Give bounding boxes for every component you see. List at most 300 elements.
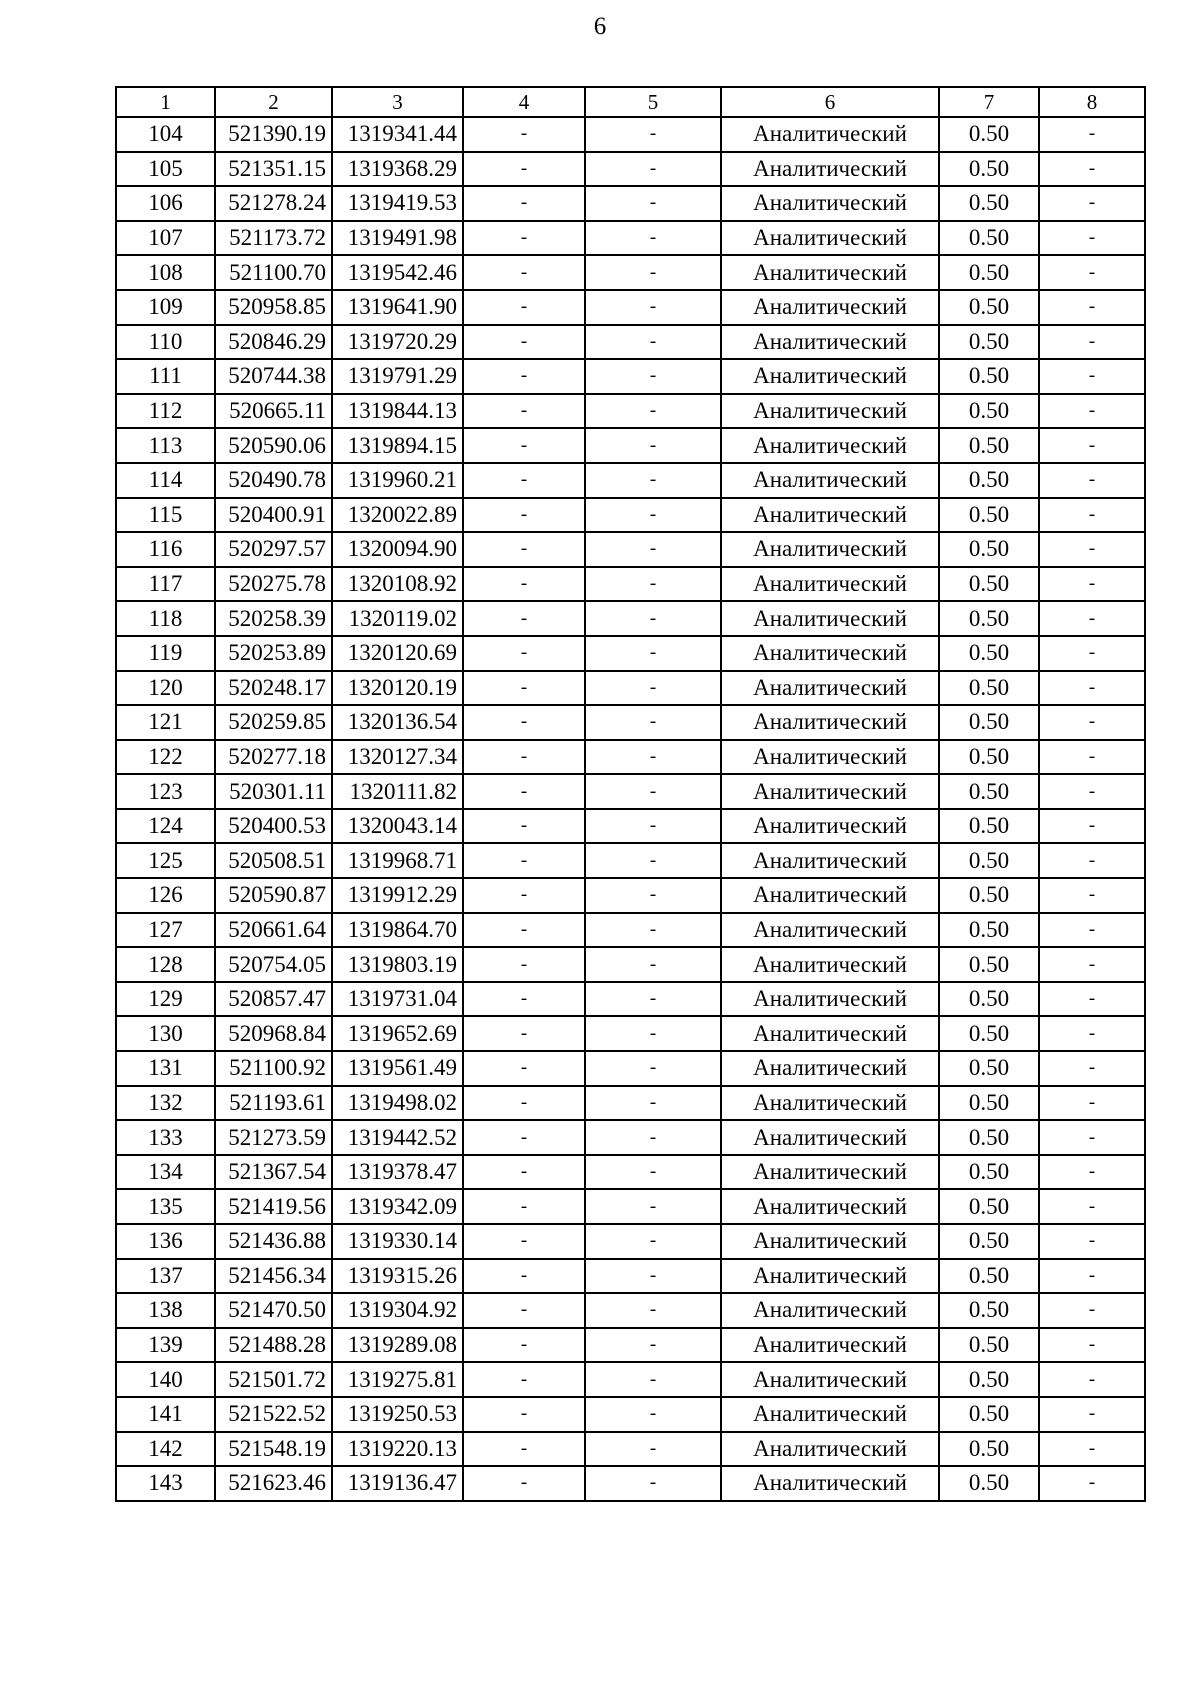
col4-cell: - (463, 913, 585, 948)
method-cell: Аналитический (721, 671, 939, 706)
accuracy-cell: 0.50 (939, 1016, 1039, 1051)
col4-cell: - (463, 359, 585, 394)
y-coordinate-cell: 1319791.29 (332, 359, 463, 394)
col5-cell: - (585, 1259, 721, 1294)
col5-cell: - (585, 1016, 721, 1051)
y-coordinate-cell: 1319315.26 (332, 1259, 463, 1294)
col5-cell: - (585, 1120, 721, 1155)
col4-cell: - (463, 255, 585, 290)
method-cell: Аналитический (721, 1328, 939, 1363)
table-header-row (116, 87, 1145, 117)
col8-cell: - (1039, 671, 1145, 706)
table-row (116, 1328, 1145, 1363)
col5-cell: - (585, 947, 721, 982)
page-number: 6 (593, 13, 607, 40)
method-cell: Аналитический (721, 463, 939, 498)
y-coordinate-cell: 1319378.47 (332, 1155, 463, 1190)
col8-cell: - (1039, 325, 1145, 360)
table-row (116, 1189, 1145, 1224)
col5-cell: - (585, 1224, 721, 1259)
table-row (116, 1016, 1145, 1051)
col4-cell: - (463, 567, 585, 602)
method-cell: Аналитический (721, 774, 939, 809)
col5-cell: - (585, 152, 721, 187)
col5-cell: - (585, 740, 721, 775)
col8-cell: - (1039, 878, 1145, 913)
x-coordinate-cell: 520301.11 (215, 774, 332, 809)
y-coordinate-cell: 1319912.29 (332, 878, 463, 913)
x-coordinate-cell: 521488.28 (215, 1328, 332, 1363)
x-coordinate-cell: 521501.72 (215, 1362, 332, 1397)
x-coordinate-cell: 521367.54 (215, 1155, 332, 1190)
x-coordinate-cell: 520754.05 (215, 947, 332, 982)
method-cell: Аналитический (721, 567, 939, 602)
point-number-cell: 109 (116, 290, 215, 325)
method-cell: Аналитический (721, 636, 939, 671)
x-coordinate-cell: 520259.85 (215, 705, 332, 740)
accuracy-cell: 0.50 (939, 532, 1039, 567)
col5-cell: - (585, 463, 721, 498)
y-coordinate-cell: 1320136.54 (332, 705, 463, 740)
table-row (116, 1432, 1145, 1467)
method-cell: Аналитический (721, 1086, 939, 1121)
point-number-cell: 130 (116, 1016, 215, 1051)
table-row (116, 740, 1145, 775)
point-number-cell: 126 (116, 878, 215, 913)
accuracy-cell: 0.50 (939, 359, 1039, 394)
y-coordinate-cell: 1319220.13 (332, 1432, 463, 1467)
method-cell: Аналитический (721, 255, 939, 290)
x-coordinate-cell: 520277.18 (215, 740, 332, 775)
y-coordinate-cell: 1319342.09 (332, 1189, 463, 1224)
col8-cell: - (1039, 1120, 1145, 1155)
y-coordinate-cell: 1320127.34 (332, 740, 463, 775)
col8-cell: - (1039, 498, 1145, 533)
x-coordinate-cell: 521278.24 (215, 186, 332, 221)
coordinates-table (115, 86, 1146, 1502)
accuracy-cell: 0.50 (939, 913, 1039, 948)
table-row (116, 671, 1145, 706)
column-header: 2 (215, 87, 332, 117)
col5-cell: - (585, 498, 721, 533)
table-row (116, 498, 1145, 533)
column-header: 7 (939, 87, 1039, 117)
point-number-cell: 142 (116, 1432, 215, 1467)
col4-cell: - (463, 1397, 585, 1432)
col4-cell: - (463, 809, 585, 844)
accuracy-cell: 0.50 (939, 1362, 1039, 1397)
x-coordinate-cell: 521456.34 (215, 1259, 332, 1294)
y-coordinate-cell: 1319641.90 (332, 290, 463, 325)
point-number-cell: 121 (116, 705, 215, 740)
col5-cell: - (585, 601, 721, 636)
table-row (116, 809, 1145, 844)
method-cell: Аналитический (721, 1397, 939, 1432)
y-coordinate-cell: 1320022.89 (332, 498, 463, 533)
x-coordinate-cell: 520846.29 (215, 325, 332, 360)
accuracy-cell: 0.50 (939, 117, 1039, 152)
table-row (116, 117, 1145, 152)
y-coordinate-cell: 1319731.04 (332, 982, 463, 1017)
point-number-cell: 104 (116, 117, 215, 152)
method-cell: Аналитический (721, 1189, 939, 1224)
point-number-cell: 113 (116, 428, 215, 463)
col8-cell: - (1039, 463, 1145, 498)
col4-cell: - (463, 740, 585, 775)
y-coordinate-cell: 1319250.53 (332, 1397, 463, 1432)
method-cell: Аналитический (721, 913, 939, 948)
point-number-cell: 128 (116, 947, 215, 982)
method-cell: Аналитический (721, 1155, 939, 1190)
y-coordinate-cell: 1320119.02 (332, 601, 463, 636)
col8-cell: - (1039, 1259, 1145, 1294)
point-number-cell: 105 (116, 152, 215, 187)
col4-cell: - (463, 221, 585, 256)
table-row (116, 636, 1145, 671)
x-coordinate-cell: 520968.84 (215, 1016, 332, 1051)
x-coordinate-cell: 520258.39 (215, 601, 332, 636)
y-coordinate-cell: 1319289.08 (332, 1328, 463, 1363)
col4-cell: - (463, 843, 585, 878)
accuracy-cell: 0.50 (939, 1051, 1039, 1086)
y-coordinate-cell: 1319803.19 (332, 947, 463, 982)
col5-cell: - (585, 325, 721, 360)
col8-cell: - (1039, 1051, 1145, 1086)
method-cell: Аналитический (721, 1051, 939, 1086)
table-row (116, 947, 1145, 982)
column-header: 1 (116, 87, 215, 117)
accuracy-cell: 0.50 (939, 1120, 1039, 1155)
method-cell: Аналитический (721, 152, 939, 187)
y-coordinate-cell: 1319864.70 (332, 913, 463, 948)
col5-cell: - (585, 774, 721, 809)
accuracy-cell: 0.50 (939, 186, 1039, 221)
point-number-cell: 139 (116, 1328, 215, 1363)
table-row (116, 1155, 1145, 1190)
x-coordinate-cell: 521100.92 (215, 1051, 332, 1086)
y-coordinate-cell: 1320043.14 (332, 809, 463, 844)
col4-cell: - (463, 636, 585, 671)
table-row (116, 843, 1145, 878)
accuracy-cell: 0.50 (939, 1397, 1039, 1432)
col8-cell: - (1039, 290, 1145, 325)
column-header: 4 (463, 87, 585, 117)
x-coordinate-cell: 521419.56 (215, 1189, 332, 1224)
col4-cell: - (463, 774, 585, 809)
point-number-cell: 116 (116, 532, 215, 567)
col4-cell: - (463, 1466, 585, 1501)
x-coordinate-cell: 521470.50 (215, 1293, 332, 1328)
method-cell: Аналитический (721, 740, 939, 775)
method-cell: Аналитический (721, 1362, 939, 1397)
col8-cell: - (1039, 428, 1145, 463)
column-header: 8 (1039, 87, 1145, 117)
col4-cell: - (463, 1155, 585, 1190)
accuracy-cell: 0.50 (939, 1189, 1039, 1224)
accuracy-cell: 0.50 (939, 1224, 1039, 1259)
accuracy-cell: 0.50 (939, 498, 1039, 533)
x-coordinate-cell: 521390.19 (215, 117, 332, 152)
col4-cell: - (463, 1224, 585, 1259)
point-number-cell: 108 (116, 255, 215, 290)
col5-cell: - (585, 255, 721, 290)
x-coordinate-cell: 521193.61 (215, 1086, 332, 1121)
table-row (116, 1362, 1145, 1397)
x-coordinate-cell: 520508.51 (215, 843, 332, 878)
table-row (116, 428, 1145, 463)
y-coordinate-cell: 1319844.13 (332, 394, 463, 429)
col4-cell: - (463, 671, 585, 706)
col8-cell: - (1039, 705, 1145, 740)
method-cell: Аналитический (721, 498, 939, 533)
point-number-cell: 138 (116, 1293, 215, 1328)
point-number-cell: 140 (116, 1362, 215, 1397)
y-coordinate-cell: 1319894.15 (332, 428, 463, 463)
col8-cell: - (1039, 1189, 1145, 1224)
method-cell: Аналитический (721, 1259, 939, 1294)
col5-cell: - (585, 1397, 721, 1432)
point-number-cell: 115 (116, 498, 215, 533)
col5-cell: - (585, 1432, 721, 1467)
point-number-cell: 135 (116, 1189, 215, 1224)
accuracy-cell: 0.50 (939, 740, 1039, 775)
point-number-cell: 124 (116, 809, 215, 844)
method-cell: Аналитический (721, 221, 939, 256)
x-coordinate-cell: 521100.70 (215, 255, 332, 290)
col5-cell: - (585, 290, 721, 325)
point-number-cell: 131 (116, 1051, 215, 1086)
col8-cell: - (1039, 1293, 1145, 1328)
col5-cell: - (585, 567, 721, 602)
table-row (116, 1086, 1145, 1121)
col5-cell: - (585, 982, 721, 1017)
col4-cell: - (463, 325, 585, 360)
point-number-cell: 120 (116, 671, 215, 706)
table-row (116, 982, 1145, 1017)
accuracy-cell: 0.50 (939, 878, 1039, 913)
method-cell: Аналитический (721, 186, 939, 221)
method-cell: Аналитический (721, 1432, 939, 1467)
accuracy-cell: 0.50 (939, 1328, 1039, 1363)
y-coordinate-cell: 1319498.02 (332, 1086, 463, 1121)
table-row (116, 601, 1145, 636)
point-number-cell: 136 (116, 1224, 215, 1259)
table-row (116, 774, 1145, 809)
x-coordinate-cell: 521548.19 (215, 1432, 332, 1467)
accuracy-cell: 0.50 (939, 947, 1039, 982)
x-coordinate-cell: 521522.52 (215, 1397, 332, 1432)
accuracy-cell: 0.50 (939, 255, 1039, 290)
accuracy-cell: 0.50 (939, 1259, 1039, 1294)
table-row (116, 255, 1145, 290)
accuracy-cell: 0.50 (939, 394, 1039, 429)
point-number-cell: 119 (116, 636, 215, 671)
table-row (116, 1293, 1145, 1328)
col4-cell: - (463, 463, 585, 498)
method-cell: Аналитический (721, 428, 939, 463)
col4-cell: - (463, 394, 585, 429)
col4-cell: - (463, 1259, 585, 1294)
x-coordinate-cell: 520400.53 (215, 809, 332, 844)
col4-cell: - (463, 428, 585, 463)
y-coordinate-cell: 1319720.29 (332, 325, 463, 360)
accuracy-cell: 0.50 (939, 705, 1039, 740)
col4-cell: - (463, 186, 585, 221)
col8-cell: - (1039, 359, 1145, 394)
col8-cell: - (1039, 1432, 1145, 1467)
col5-cell: - (585, 359, 721, 394)
col5-cell: - (585, 1189, 721, 1224)
point-number-cell: 141 (116, 1397, 215, 1432)
method-cell: Аналитический (721, 1016, 939, 1051)
table-row (116, 1120, 1145, 1155)
y-coordinate-cell: 1319419.53 (332, 186, 463, 221)
x-coordinate-cell: 520400.91 (215, 498, 332, 533)
point-number-cell: 122 (116, 740, 215, 775)
x-coordinate-cell: 521436.88 (215, 1224, 332, 1259)
point-number-cell: 118 (116, 601, 215, 636)
accuracy-cell: 0.50 (939, 152, 1039, 187)
col8-cell: - (1039, 982, 1145, 1017)
method-cell: Аналитический (721, 325, 939, 360)
y-coordinate-cell: 1319968.71 (332, 843, 463, 878)
table-row (116, 1224, 1145, 1259)
accuracy-cell: 0.50 (939, 1293, 1039, 1328)
col8-cell: - (1039, 255, 1145, 290)
col5-cell: - (585, 428, 721, 463)
accuracy-cell: 0.50 (939, 567, 1039, 602)
x-coordinate-cell: 520744.38 (215, 359, 332, 394)
method-cell: Аналитический (721, 359, 939, 394)
col4-cell: - (463, 1086, 585, 1121)
y-coordinate-cell: 1319652.69 (332, 1016, 463, 1051)
x-coordinate-cell: 520958.85 (215, 290, 332, 325)
col5-cell: - (585, 705, 721, 740)
col5-cell: - (585, 1293, 721, 1328)
table-row (116, 1259, 1145, 1294)
col8-cell: - (1039, 774, 1145, 809)
point-number-cell: 127 (116, 913, 215, 948)
column-header: 6 (721, 87, 939, 117)
col4-cell: - (463, 1293, 585, 1328)
col8-cell: - (1039, 532, 1145, 567)
col4-cell: - (463, 705, 585, 740)
col8-cell: - (1039, 1224, 1145, 1259)
x-coordinate-cell: 520297.57 (215, 532, 332, 567)
table-row (116, 532, 1145, 567)
col4-cell: - (463, 1362, 585, 1397)
col5-cell: - (585, 1328, 721, 1363)
accuracy-cell: 0.50 (939, 636, 1039, 671)
point-number-cell: 107 (116, 221, 215, 256)
method-cell: Аналитический (721, 843, 939, 878)
col8-cell: - (1039, 913, 1145, 948)
table-row (116, 394, 1145, 429)
y-coordinate-cell: 1320111.82 (332, 774, 463, 809)
accuracy-cell: 0.50 (939, 843, 1039, 878)
table-row (116, 463, 1145, 498)
accuracy-cell: 0.50 (939, 325, 1039, 360)
col5-cell: - (585, 671, 721, 706)
col4-cell: - (463, 1189, 585, 1224)
accuracy-cell: 0.50 (939, 221, 1039, 256)
col5-cell: - (585, 1155, 721, 1190)
y-coordinate-cell: 1319960.21 (332, 463, 463, 498)
col8-cell: - (1039, 1016, 1145, 1051)
point-number-cell: 114 (116, 463, 215, 498)
col4-cell: - (463, 947, 585, 982)
col5-cell: - (585, 221, 721, 256)
col4-cell: - (463, 1328, 585, 1363)
accuracy-cell: 0.50 (939, 671, 1039, 706)
x-coordinate-cell: 520661.64 (215, 913, 332, 948)
accuracy-cell: 0.50 (939, 463, 1039, 498)
col8-cell: - (1039, 809, 1145, 844)
col8-cell: - (1039, 394, 1145, 429)
col4-cell: - (463, 1051, 585, 1086)
col5-cell: - (585, 1086, 721, 1121)
table-row (116, 878, 1145, 913)
accuracy-cell: 0.50 (939, 1155, 1039, 1190)
method-cell: Аналитический (721, 1120, 939, 1155)
method-cell: Аналитический (721, 878, 939, 913)
method-cell: Аналитический (721, 394, 939, 429)
col8-cell: - (1039, 117, 1145, 152)
col5-cell: - (585, 1051, 721, 1086)
method-cell: Аналитический (721, 1466, 939, 1501)
x-coordinate-cell: 520590.87 (215, 878, 332, 913)
x-coordinate-cell: 520665.11 (215, 394, 332, 429)
point-number-cell: 110 (116, 325, 215, 360)
col5-cell: - (585, 394, 721, 429)
method-cell: Аналитический (721, 982, 939, 1017)
x-coordinate-cell: 521173.72 (215, 221, 332, 256)
col8-cell: - (1039, 152, 1145, 187)
col4-cell: - (463, 1120, 585, 1155)
y-coordinate-cell: 1319136.47 (332, 1466, 463, 1501)
y-coordinate-cell: 1320108.92 (332, 567, 463, 602)
point-number-cell: 123 (116, 774, 215, 809)
table-row (116, 1466, 1145, 1501)
col8-cell: - (1039, 843, 1145, 878)
col5-cell: - (585, 878, 721, 913)
table-row (116, 325, 1145, 360)
col8-cell: - (1039, 1328, 1145, 1363)
col8-cell: - (1039, 636, 1145, 671)
method-cell: Аналитический (721, 947, 939, 982)
table-row (116, 290, 1145, 325)
col8-cell: - (1039, 1397, 1145, 1432)
col4-cell: - (463, 498, 585, 533)
point-number-cell: 132 (116, 1086, 215, 1121)
table-row (116, 567, 1145, 602)
point-number-cell: 133 (116, 1120, 215, 1155)
col5-cell: - (585, 1466, 721, 1501)
y-coordinate-cell: 1320094.90 (332, 532, 463, 567)
table-row (116, 359, 1145, 394)
method-cell: Аналитический (721, 532, 939, 567)
col8-cell: - (1039, 740, 1145, 775)
col4-cell: - (463, 532, 585, 567)
col4-cell: - (463, 290, 585, 325)
accuracy-cell: 0.50 (939, 1432, 1039, 1467)
method-cell: Аналитический (721, 809, 939, 844)
method-cell: Аналитический (721, 290, 939, 325)
col8-cell: - (1039, 221, 1145, 256)
table-row (116, 1051, 1145, 1086)
col5-cell: - (585, 532, 721, 567)
table-row (116, 1397, 1145, 1432)
